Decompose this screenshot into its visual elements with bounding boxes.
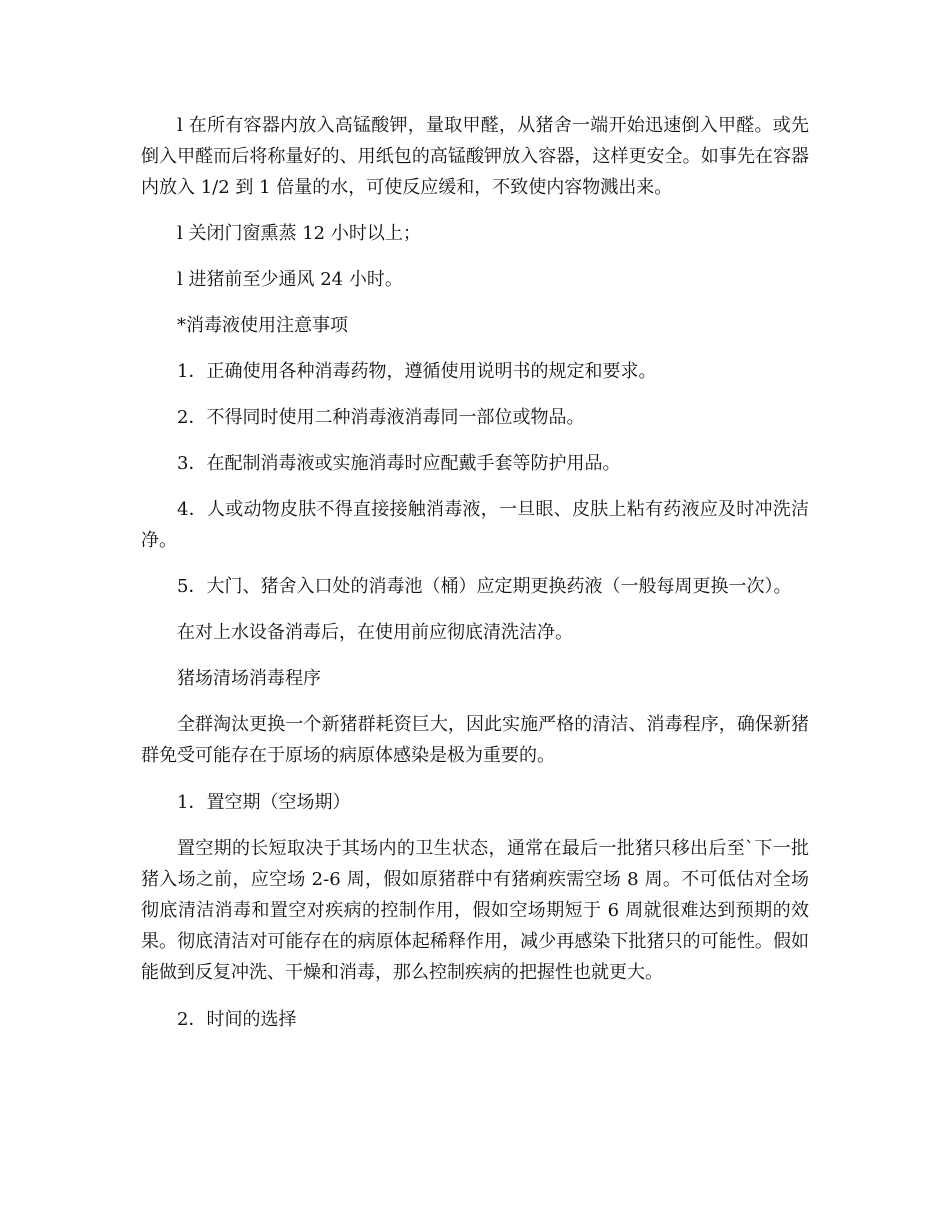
list-item-note-5: 5．大门、猪舍入口处的消毒池（桶）应定期更换药液（一般每周更换一次）。 — [177, 576, 792, 597]
paragraph-whole-herd-replacement: 全群淘汰更换一个新猪群耗资巨大，因此实施严格的清洁、消毒程序，确保新猪群免受可能存在于原场的病原体感染是极为重要的。 — [141, 714, 809, 766]
section-heading-disinfectant-notes: *消毒液使用注意事项 — [177, 315, 348, 336]
list-item-note-2: 2．不得同时使用二种消毒液消毒同一部位或物品。 — [177, 407, 585, 428]
list-item-note-4: 4．人或动物皮肤不得直接接触消毒液，一旦眼、皮肤上粘有药液应及时冲洗洁净。 — [141, 499, 809, 551]
paragraph-empty-period-details: 置空期的长短取决于其场内的卫生状态，通常在最后一批猪只移出后至`下一批猪入场之前，应空场 2-6 周，假如原猪群中有猪痢疾需空场 8 周。不可低估对全场彻底清洁消毒和置空对疾病的控制作用，假如空场期短于 6 周就很难达到预期的效果。彻底清洁对可能存在的病原体起稀释作用，减少再感染下批猪只的可能性。假如能做到反复冲洗、干燥和消毒，那么控制疾病的把握性也就更大。 — [141, 838, 809, 983]
paragraph-ventilation: l 进猪前至少通风 24 小时。 — [177, 269, 403, 290]
section-heading-clearing-disinfection: 猪场清场消毒程序 — [177, 668, 321, 689]
list-item-note-3: 3．在配制消毒液或实施消毒时应配戴手套等防护用品。 — [177, 453, 621, 474]
paragraph-water-equipment: 在对上水设备消毒后，在使用前应彻底清洗洁净。 — [177, 622, 573, 643]
list-item-note-1: 1．正确使用各种消毒药物，遵循使用说明书的规定和要求。 — [177, 361, 657, 382]
subheading-empty-period: 1．置空期（空场期） — [177, 792, 351, 813]
paragraph-fumigate-hours: l 关闭门窗熏蒸 12 小时以上； — [177, 223, 421, 244]
paragraph-fumigation-procedure: l 在所有容器内放入高锰酸钾，量取甲醛，从猪舍一端开始迅速倒入甲醛。或先倒入甲醛而后将称量好的、用纸包的高锰酸钾放入容器，这样更安全。如事先在容器内放入 1/2 到 1 倍量的水，可使反应缓和，不致使内容物溅出来。 — [141, 115, 809, 198]
document-page — [141, 110, 809, 1050]
subheading-time-selection: 2．时间的选择 — [177, 1009, 297, 1030]
